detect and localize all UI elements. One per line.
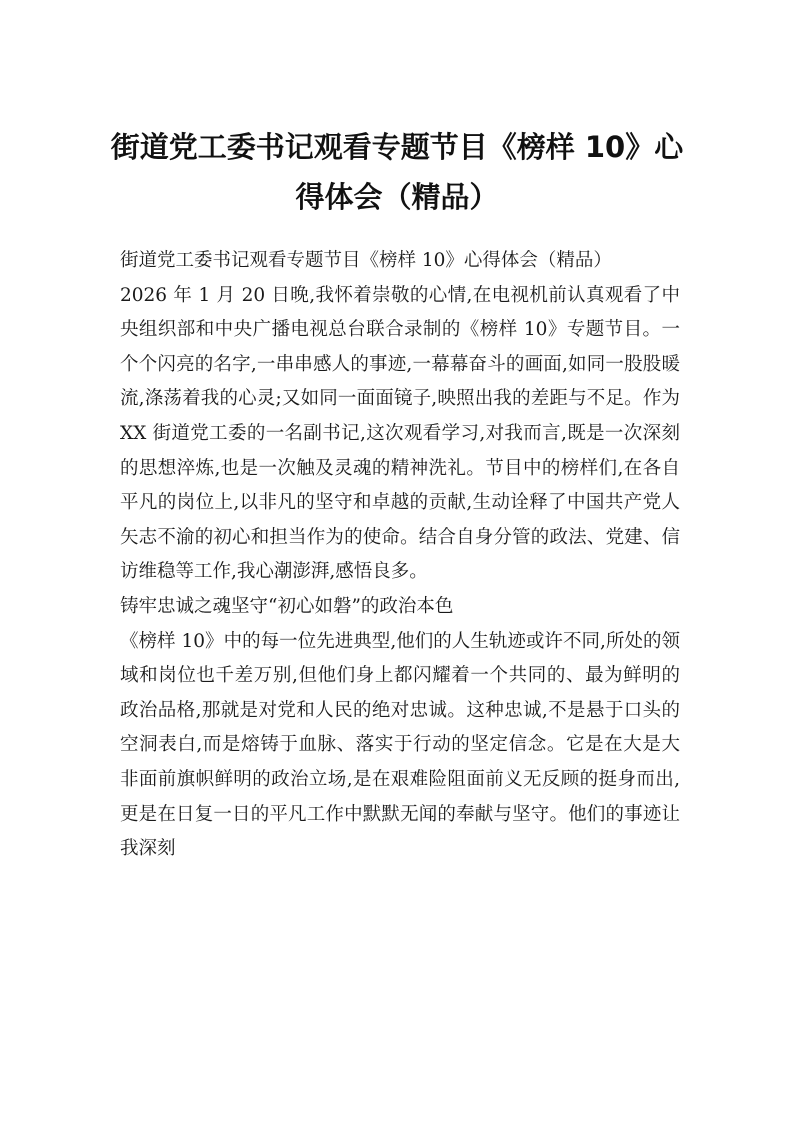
section-heading: 铸牢忠诚之魂坚守“初心如磐”的政治本色 bbox=[120, 595, 454, 617]
body-paragraph: 《榜样 10》中的每一位先进典型,他们的人生轨迹或许不同,所处的领域和岗位也千差万别,但他们身上都闪耀着一个共同的、最为鲜明的政治品格,那就是对党和人民的绝对忠诚。这种忠诚,不是悬于口头的空洞表白,而是熔铸于血脉、落实于行动的坚定信念。它是在大是大非面前旗帜鲜明的政治立场,是在艰难险阻面前义无反顾的挺身而出,更是在日复一日的平凡工作中默默无闻的奉献与坚守。他们的事迹让我深刻 bbox=[120, 630, 680, 860]
body-paragraph: 2026 年 1 月 20 日晚,我怀着崇敬的心情,在电视机前认真观看了中央组织部和中央广播电视总台联合录制的《榜样 10》专题节目。一个个闪亮的名字,一串串感人的事迹,一幕幕奋斗的画面,如同一股股暖流,涤荡着我的心灵;又如同一面面镜子,映照出我的差距与不足。作为 XX 街道党工委的一名副书记,这次观看学习,对我而言,既是一次深刻的思想淬炼,也是一次触及灵魂的精神洗礼。节目中的榜样们,在各自平凡的岗位上,以非凡的坚守和卓越的贡献,生动诠释了中国共产党人矢志不渝的初心和担当作为的使命。结合自身分管的政法、党建、信访维稳等工作,我心潮澎湃,感悟良多。 bbox=[120, 284, 680, 583]
body-paragraph: 街道党工委书记观看专题节目《榜样 10》心得体会（精品） bbox=[120, 250, 612, 271]
document-title: 街道党工委书记观看专题节目《榜样 10》心得体会（精品） bbox=[110, 130, 684, 214]
document-body bbox=[120, 244, 680, 867]
